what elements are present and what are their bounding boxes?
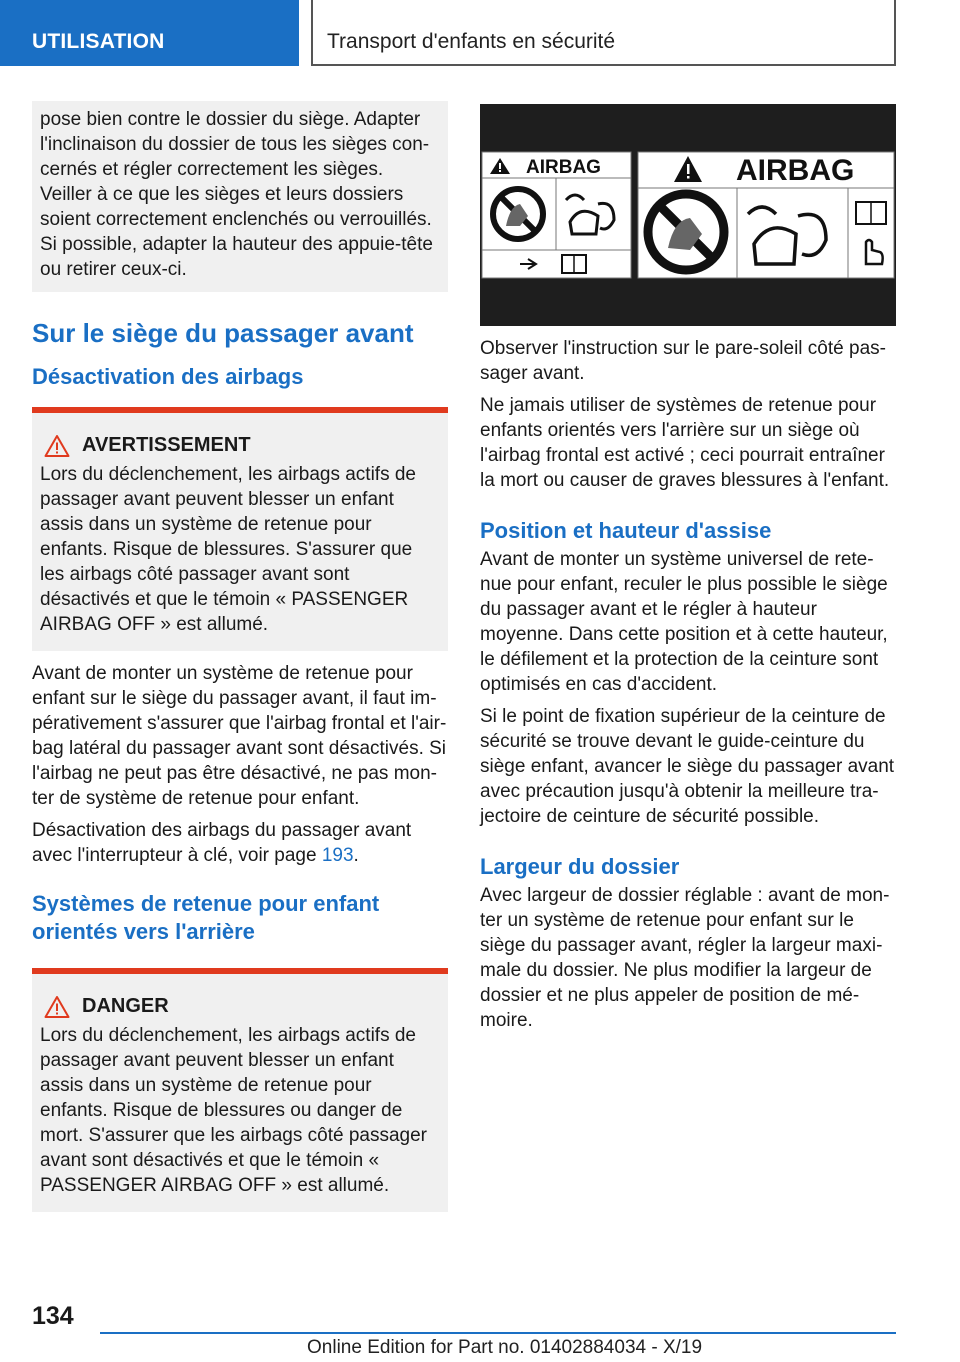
paragraph-deactivation-switch <box>32 818 448 868</box>
paragraph-before-mounting: Avant de monter un système de retenue pour enfant sur le siège du passager avant, il faut impérativement s'assurer que l'airbag frontal et l'airbag latéral du passager avant sont désactivés. Si l'airbag ne peut pas être désactivé, ne pas monter de système de retenue pour enfant. <box>32 663 447 809</box>
heading-backrest-width: Largeur du dossier <box>480 854 680 879</box>
airbag-large-label: AIRBAG <box>736 154 855 187</box>
paragraph-belt-anchor: Si le point de fixation supérieur de la ceinture de sécurité se trouve devant le guide-ceinture du siège enfant, avancer le siège du passager avant avec précaution jusqu'à obtenir la meilleure trajectoire de ceinture de sécurité possible. <box>480 706 895 827</box>
paragraph-backrest-width: Avec largeur de dossier réglable : avant de monter un système de retenue pour enfant sur le siège du passager avant, régler la largeur maximale du dossier. Ne plus modifier la largeur de dossier et ne plus appeler de position de mémoire. <box>480 885 890 1031</box>
airbag-sticker-illustration <box>480 104 896 326</box>
paragraph-seat-position: Avant de monter un système universel de retenue pour enfant, reculer le plus possible le siège du passager avant et le régler à hauteur moyenne. Dans cette position et à cette hauteur, le défilement et la protection de la ceinture sont optimisés en cas d'accident. <box>480 549 888 695</box>
heading-rearward-systems: Systèmes de retenue pour enfant orientés vers l'arrière <box>32 891 380 944</box>
continuation-text: pose bien contre le dossier du siège. Adapter l'inclinaison du dossier de tous les sièges concernés et régler correctement les sièges. Veiller à ce que les sièges et leurs dossiers soient correctement enclenchés ou verrouillés. Si possible, adapter la hauteur des appuie-tête ou retirer ceux-ci. <box>40 109 433 280</box>
continuation-box <box>32 101 448 292</box>
warning-triangle-icon <box>44 995 70 1019</box>
warning-title-text: AVERTISSEMENT <box>82 434 251 456</box>
danger-title-text: DANGER <box>82 995 169 1017</box>
danger-title <box>40 994 440 1019</box>
heading-seat-position: Position et hauteur d'assise <box>480 518 772 543</box>
airbag-small-label: AIRBAG <box>526 157 601 178</box>
paragraph-never-use: Ne jamais utiliser de systèmes de retenue pour enfants orientés vers l'arrière sur un siège où l'airbag frontal est activé ; ceci pourrait entraîner la mort ou causer de graves blessures à l'enfant. <box>480 395 890 491</box>
paragraph-sun-visor: Observer l'instruction sur le pare-soleil côté passager avant. <box>480 338 886 384</box>
page-number: 134 <box>32 1302 74 1330</box>
warning-text: Lors du déclenchement, les airbags actifs de passager avant peuvent blesser un enfant assis dans un système de retenue pour enfants. Risque de blessures. S'assurer que les airbags côté passager avant sont désactivés et que le témoin « PASSENGER AIRBAG OFF » est allumé. <box>40 464 416 635</box>
airbag-label-image <box>480 104 896 326</box>
warning-triangle-icon <box>44 434 70 458</box>
footer-edition: Online Edition for Part no. 01402884034 - X/19 <box>307 1337 703 1358</box>
heading-passenger-seat: Sur le siège du passager avant <box>32 318 414 348</box>
page-link[interactable]: 193 <box>321 845 354 866</box>
danger-box <box>32 968 448 1212</box>
warning-title <box>40 433 440 458</box>
danger-text: Lors du déclenchement, les airbags actifs de passager avant peuvent blesser un enfant assis dans un système de retenue pour enfants. Risque de blessures ou danger de mort. S'assurer que les airbags côté passager avant sont désactivés et que le témoin « PASSENGER AIRBAG OFF » est allumé. <box>40 1025 427 1196</box>
para-suffix: . <box>353 845 359 866</box>
footer-divider <box>100 1332 896 1334</box>
right-column <box>480 104 896 1033</box>
warning-box <box>32 407 448 651</box>
para-prefix: Désactivation des airbags du passager avant avec l'interrupteur à clé, voir page <box>32 820 412 866</box>
chapter-title: Transport d'enfants en sécurité <box>311 0 896 66</box>
left-column <box>32 101 448 1212</box>
heading-airbag-deactivation: Désactivation des airbags <box>32 364 304 389</box>
section-tab: UTILISATION <box>0 0 299 66</box>
